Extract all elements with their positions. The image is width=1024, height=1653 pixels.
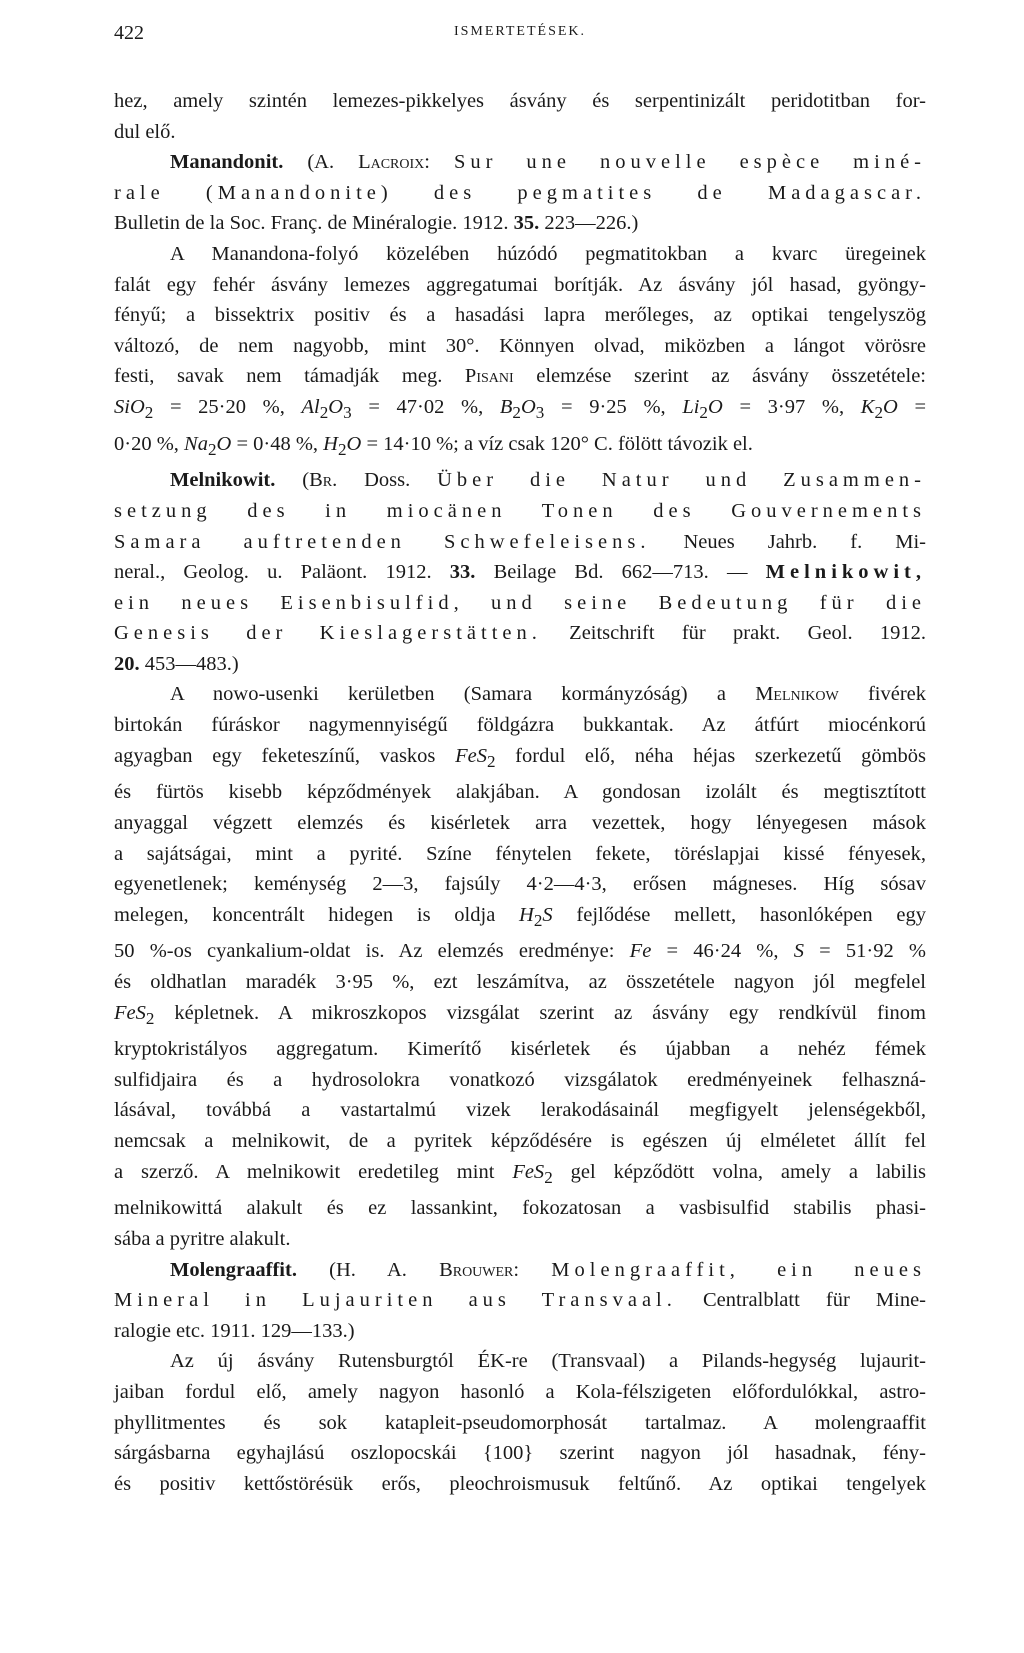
text-line: falát egy fehér ásvány lemezes aggregatumai borítják. Az ásvány jól hasad, gyöngy- — [114, 273, 926, 296]
entry-manandonit: Manandonit. (A. Lacroix: Sur une nouvelle espèce miné- — [170, 151, 926, 174]
text-line: változó, de nem nagyobb, mint 30°. Könnyen olvad, miközben a lángot vörösre — [114, 334, 926, 357]
page-header — [114, 22, 926, 66]
reference-title: Sur une nouvelle espèce miné- — [453, 151, 926, 174]
text-line: neral., Geolog. u. Paläont. 1912. 33. Beilage Bd. 662—713. — Melnikowit, — [114, 561, 926, 584]
text-line: fényű; a bissektrix positiv és a hasadási lapra merőleges, az optikai tengelyszög — [114, 304, 926, 327]
text-line: sába a pyritre alakult. — [114, 1227, 291, 1250]
text-line: anyaggal végzett elemzés és kisérletek arra vezettek, hogy lényegesen mások — [114, 811, 926, 834]
text-line: melnikowittá alakult és ez lassankint, fokozatosan a vasbisulfid stabilis phasi- — [114, 1197, 926, 1220]
page-number: 422 — [114, 22, 144, 44]
entry-heading: Melnikowit. — [170, 469, 276, 492]
text-line: jaiban fordul elő, amely nagyon hasonló a Kola-félszigeten előfordulókkal, astro- — [114, 1380, 926, 1403]
article-body — [114, 86, 926, 1499]
text-line: setzung des in miocänen Tonen des Gouvernements — [114, 499, 926, 522]
text-line: nemcsak a melnikowit, de a pyritek képződésére is egészen új elméletet állít fel — [114, 1130, 926, 1153]
author-name: Pisani — [464, 365, 514, 388]
text-line: sulfidjaira és a hydrosolokra vonatkozó vizsgálatok eredményeinek felhaszná- — [114, 1068, 926, 1091]
text-line: és fürtös kisebb képződmények alakjában. A gondosan izolált és megtisztított — [114, 781, 926, 804]
text-line: festi, savak nem támadják meg. Pisani elemzése szerint az ásvány összetétele: — [114, 365, 926, 388]
text-line: kryptokristályos aggregatum. Kimerítő kisérletek és újabban a nehéz fémek — [114, 1038, 926, 1061]
text-line: hez, amely szintén lemezes-pikkelyes ásvány és serpentinizált peridotitban for- — [114, 90, 926, 112]
text-line: és oldhatlan maradék 3·95 %, ezt leszámítva, az összetétele nagyon jól megfelel — [114, 971, 926, 993]
formula-line: SiO$_2$ = 25·20 %, $Al_2O_3 = 47\cdot 02$ %, $B_2O_3 = 9\cdot 25$ %, $Li_2O = 3\cdot 97$ %, $K_2O$ = — [114, 395, 927, 423]
text-line: Mineral in Lujauriten aus Transvaal. Centralblatt für Mine- — [114, 1289, 926, 1312]
text-line: Samara auftretenden Schwefeleisens. Neues Jahrb. f. Mi- — [114, 530, 926, 553]
text-line: FeS$_2$ képletnek. A mikroszkopos vizsgálat szerint az ásvány egy rendkívül finom — [114, 1001, 926, 1028]
text-line: sárgásbarna egyhajlású oszlopocskái {100} szerint nagyon jól hasadnak, fény- — [114, 1442, 926, 1465]
text-line: ein neues Eisenbisulfid, und seine Bedeutung für die — [114, 591, 926, 614]
text-line: lásával, továbbá a vastartalmú vizek lerakodásainál megfigyelt jelenségekből, — [114, 1099, 926, 1122]
text-line: A nowo-usenki kerületben (Samara kormányzóság) a Melnikow fivérek — [170, 683, 926, 706]
running-title: ISMERTETÉSEK. — [453, 24, 587, 39]
reference-title: Molengraaffit, ein neues — [551, 1258, 926, 1281]
author-name: Melnikow — [755, 683, 839, 706]
text-line: Genesis der Kieslagerstätten. Zeitschrift für prakt. Geol. 1912. — [114, 622, 927, 645]
entry-heading: Molengraaffit. — [170, 1258, 297, 1281]
entry-molengraaffit: Molengraaffit. (H. A. Brouwer: Molengraaffit, ein neues — [170, 1258, 926, 1281]
text-line: rale (Manandonite) des pegmatites de Madagascar. — [114, 181, 926, 204]
text-line: dul elő. — [114, 120, 176, 143]
reference-title: Über die Natur und Zusammen- — [437, 469, 927, 492]
author-name: Br. — [309, 469, 338, 492]
text-line: a sajátságai, mint a pyrité. Színe fénytelen fekete, töréslapjai kissé fényesek, — [114, 842, 926, 865]
text-line: phyllitmentes és sok katapleit-pseudomorphosát tartalmaz. A molengraaffit — [114, 1411, 926, 1434]
text-line: egyenetlenek; keménység 2—3, fajsúly 4·2—4·3, erősen mágneses. Híg sósav — [114, 873, 926, 896]
author-name: Brouwer — [439, 1258, 514, 1281]
text-line: 20. 453—483.) — [114, 652, 239, 675]
text-line: agyagban egy feketeszínű, vaskos FeS$_2$ fordul elő, néha héjas szerkezetű gömbös — [114, 744, 926, 771]
text-line: birtokán fúráskor nagymennyiségű földgázra bukkantak. Az átfúrt miocénkorú — [114, 714, 926, 737]
text-line: Az új ásvány Rutensburgtól ÉK-re (Transvaal) a Pilands-hegység lujaurit- — [170, 1350, 926, 1373]
text-line: 50 %-os cyankalium-oldat is. Az elemzés eredménye: Fe = 46·24 %, S = 51·92 % — [114, 940, 926, 963]
entry-melnikowit: Melnikowit. (Br. Doss. Über die Natur und Zusammen- — [170, 469, 927, 492]
text-line: A Manandona-folyó közelében húzódó pegmatitokban a kvarc üregeinek — [170, 242, 926, 265]
text-line: a szerző. A melnikowit eredetileg mint FeS$_2$ gel képződött volna, amely a labilis — [114, 1160, 926, 1187]
author-name: Lacroix — [358, 151, 425, 174]
formula-line: 0·20 %, $Na_2O = 0\cdot 48$ %, $H_2O = 14\cdot 10$ %; a víz csak 120° C. fölött távozik el. — [114, 432, 753, 459]
text-line: és positiv kettőstörésük erős, pleochroismusuk feltűnő. Az optikai tengelyek — [114, 1472, 926, 1495]
text-line: Bulletin de la Soc. Franç. de Minéralogie. 1912. 35. 223—226.) — [114, 212, 639, 235]
text-line: ralogie etc. 1911. 129—133.) — [114, 1319, 355, 1342]
entry-heading: Manandonit. — [170, 151, 284, 174]
text-line: melegen, koncentrált hidegen is oldja $H_2S$ fejlődése mellett, hasonlóképen egy — [114, 903, 926, 930]
